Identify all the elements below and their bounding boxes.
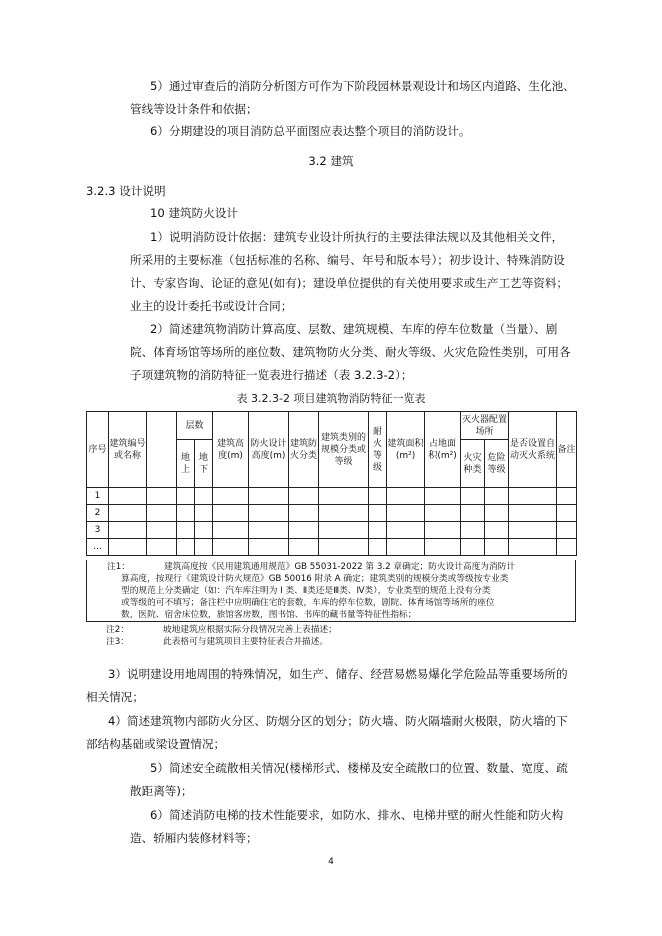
note-text: 型的规范上分类确定（如：汽车库注明为 I 类、Ⅱ类还是Ⅲ类、Ⅳ类），专业类型的规范上没有分类 xyxy=(121,586,491,596)
table-notes xyxy=(86,560,576,622)
note-label: 注1： xyxy=(107,562,130,572)
para-line: 计、专家咨询、论证的意见(如有)；建设单位提供的有关使用要求或生产工艺等资料； xyxy=(130,276,569,290)
section-title: 3.2 建筑 xyxy=(308,154,354,168)
header-fire-height: 防火设计高度(m) xyxy=(249,412,289,488)
note-text: 建筑高度按《民用建筑通用规范》GB 55031-2022 第 3.2 章确定；防火设计高度为消防计 xyxy=(164,562,516,572)
row-seq: 2 xyxy=(87,505,109,522)
para-line: 院、体育场馆等场所的座位数、建筑物防火分类、耐火等级、火灾危险性类别，可用各 xyxy=(130,345,571,359)
table-row xyxy=(87,539,577,556)
page-number: 4 xyxy=(328,857,334,867)
row-seq: … xyxy=(87,539,109,556)
table-caption: 表 3.2.3-2 项目建筑物消防特征一览表 xyxy=(236,392,426,405)
header-extinguisher: 灭火器配置场所 xyxy=(461,412,509,440)
table-row xyxy=(87,522,577,539)
para-line: 相关情况； xyxy=(86,690,144,704)
note-text: 数，医院、宿舍床位数，旅馆客房数，图书馆、书库的藏书量等特征性指标； xyxy=(121,610,417,620)
para-line: 6）简述消防电梯的技术性能要求，如防水、排水、电梯井壁的耐火性能和防火构 xyxy=(150,808,564,822)
subsection-heading: 3.2.3 设计说明 xyxy=(86,184,166,198)
table-row xyxy=(87,488,577,505)
header-blank xyxy=(147,412,177,488)
note-label: 注3： xyxy=(106,637,129,647)
header-floors-below: 地下 xyxy=(195,440,213,488)
para-line: 3）说明建设用地周围的特殊情况，如生产、储存、经营易燃易爆化学危险品等重要场所的 xyxy=(108,667,568,681)
header-fire-rating: 耐火等级 xyxy=(369,412,387,488)
header-fire-type: 火灾种类 xyxy=(461,440,485,488)
header-seq: 序号 xyxy=(87,412,109,488)
para-line: 1）说明消防设计依据：建筑专业设计所执行的主要法律法规以及其他相关文件， xyxy=(150,230,564,244)
para-line: 4）简述建筑物内部防火分区、防烟分区的划分；防火墙、防火隔墙耐火极限，防火墙的下 xyxy=(108,714,568,728)
header-remark: 备注 xyxy=(557,412,577,488)
header-floors: 层数 xyxy=(177,412,213,440)
para-line: 子项建筑物的消防特征一览表进行描述（表 3.2.3-2）； xyxy=(130,368,413,382)
header-land-area: 占地面积(m²) xyxy=(425,412,461,488)
header-code: 建筑编号或名称 xyxy=(109,412,147,488)
note-text: 坡地建筑应根据实际分段情况完善上表描述； xyxy=(163,625,337,635)
para-line: 5）通过审查后的消防分析图方可作为下阶段园林景观设计和场区内道路、生化池、 xyxy=(150,79,575,93)
header-height: 建筑高度(m) xyxy=(213,412,249,488)
header-floor-area: 建筑面积(m²) xyxy=(387,412,425,488)
row-seq: 3 xyxy=(87,522,109,539)
para-line: 部结构基础或梁设置情况； xyxy=(86,737,226,751)
note-text: 算高度，按现行《建筑设计防火规范》GB 50016 附录 A 确定；建筑类别的规模分类或等级按专业类 xyxy=(121,574,509,584)
fire-features-table xyxy=(86,411,577,556)
para-line: 所采用的主要标准（包括标准的名称、编号、年号和版本号）；初步设计、特殊消防设 xyxy=(130,253,565,267)
para-line: 5）简述安全疏散相关情况(楼梯形式、楼梯及安全疏散口的位置、数量、宽度、疏 xyxy=(150,761,568,775)
note-text: 或等级的可不填写；备注栏中应明确住宅的套数，车库的停车位数，剧院、体育场馆等场所的座位 xyxy=(121,598,495,608)
row-seq: 1 xyxy=(87,488,109,505)
para-line: 造、轿厢内装修材料等； xyxy=(130,831,258,845)
header-auto-system: 是否设置自动灭火系统 xyxy=(509,412,557,488)
header-hazard-level: 危险等级 xyxy=(485,440,509,488)
table-row xyxy=(87,505,577,522)
para-line: 6）分期建设的项目消防总平面图应表达整个项目的消防设计。 xyxy=(150,124,471,138)
para-line: 管线等设计条件和依据； xyxy=(130,102,258,116)
header-category-scale: 建筑类别的规模分类或等级 xyxy=(319,412,369,488)
item-heading: 10 建筑防火设计 xyxy=(150,206,239,220)
note-text: 此表格可与建筑项目主要特征表合并描述。 xyxy=(163,637,329,647)
header-floors-above: 地上 xyxy=(177,440,195,488)
para-line: 业主的设计委托书或设计合同； xyxy=(130,299,293,313)
para-line: 散距离等)； xyxy=(130,784,193,798)
header-fire-class: 建筑防火分类 xyxy=(289,412,319,488)
para-line: 2）简述建筑物消防计算高度、层数、建筑规模、车库的停车位数量（当量）、剧 xyxy=(150,322,558,336)
note-label: 注2： xyxy=(106,625,129,635)
